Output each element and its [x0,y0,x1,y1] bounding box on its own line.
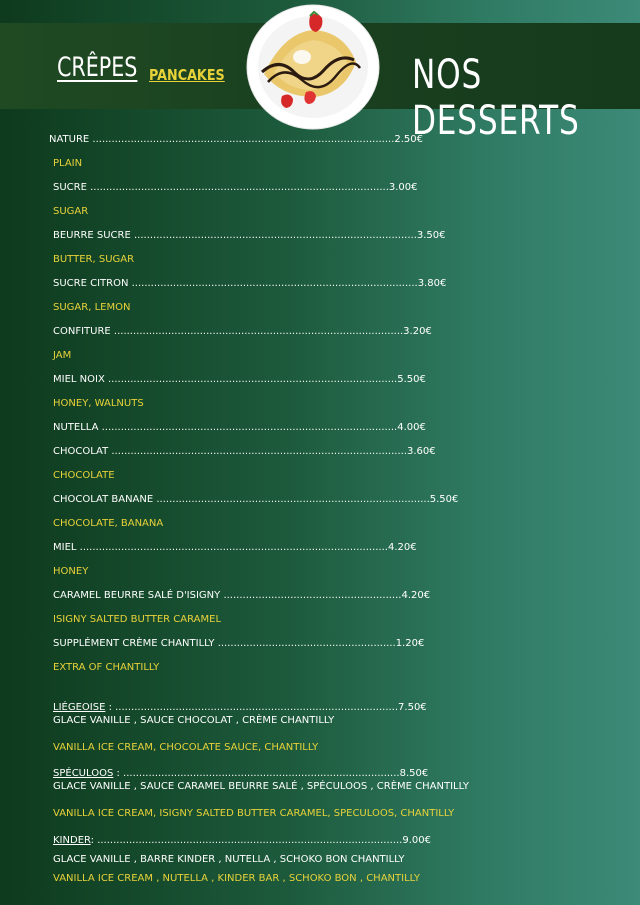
menu-item-caramel: CARAMEL BEURRE SALÉ D'ISIGNY ........................................................4.20€ [53,590,431,601]
menu-item-miel-noix: MIEL NOIX ...........................................................................................5.50€ [53,374,426,385]
menu-item-supplement-chantilly: SUPPLÉMENT CRÈME CHANTILLY ........................................................1.20€ [53,638,425,649]
menu-item-nutella: NUTELLA .............................................................................................4.00€ [53,422,426,433]
special-speculoos [53,768,428,779]
menu-item-extra-chantilly: EXTRA OF CHANTILLY [53,662,160,673]
menu-item-butter-sugar: BUTTER, SUGAR [53,254,135,265]
menu-item-chocolat-banane: CHOCOLAT BANANE ......................................................................................5.50€ [53,494,459,505]
menu-item-honey-walnuts: HONEY, WALNUTS [53,398,144,409]
special-liegeoise-en: VANILLA ICE CREAM, CHOCOLATE SAUCE, CHANTILLY [53,742,319,753]
special-kinder [53,835,431,846]
menu-item-nature: NATURE ...............................................................................................2.50€ [49,134,424,145]
menu-item-chocolate-banana: CHOCOLATE, BANANA [53,518,164,529]
special-liegeoise-name: LIÉGEOISE [53,702,106,713]
special-speculoos-price: : .......................................................................................8.50€ [113,768,429,779]
menu-item-jam: JAM [53,350,72,361]
title-pancakes: PANCAKES [149,66,225,84]
special-liegeoise-desc: GLACE VANILLE , SAUCE CHOCOLAT , CRÈME CHANTILLY [53,715,335,726]
menu-item-salted-caramel: ISIGNY SALTED BUTTER CARAMEL [53,614,222,625]
menu-item-chocolat: CHOCOLAT .............................................................................................3.60€ [53,446,436,457]
menu-item-beurre-sucre: BEURRE SUCRE .........................................................................................3.50€ [53,230,446,241]
menu-item-sugar-lemon: SUGAR, LEMON [53,302,131,313]
special-liegeoise [53,702,427,713]
menu-item-sugar: SUGAR [53,206,89,217]
menu-item-sucre-citron: SUCRE CITRON ..........................................................................................3.80€ [53,278,447,289]
menu-item-chocolate: CHOCOLATE [53,470,115,481]
special-speculoos-en: VANILLA ICE CREAM, ISIGNY SALTED BUTTER CARAMEL, SPECULOOS, CHANTILLY [53,808,455,819]
title-crepes: CRÊPES [57,52,138,83]
special-speculoos-name: SPÉCULOOS [53,768,114,779]
menu-item-plain: PLAIN [53,158,83,169]
menu-item-honey: HONEY [53,566,89,577]
special-kinder-name: KINDER [53,835,91,846]
menu-item-confiture: CONFITURE ...........................................................................................3.20€ [53,326,432,337]
special-speculoos-desc: GLACE VANILLE , SAUCE CARAMEL BEURRE SALÉ , SPÉCULOOS , CRÈME CHANTILLY [53,781,469,792]
special-kinder-en: VANILLA ICE CREAM , NUTELLA , KINDER BAR , SCHOKO BON , CHANTILLY [53,873,420,884]
special-kinder-desc: GLACE VANILLE , BARRE KINDER , NUTELLA , SCHOKO BON CHANTILLY [53,854,405,865]
title-nos-desserts: NOS DESSERTS [412,52,580,144]
menu-item-miel: MIEL .................................................................................................4.20€ [53,542,417,553]
menu-item-sucre: SUCRE ..............................................................................................3.00€ [53,182,418,193]
special-kinder-price: : ................................................................................................9.00€ [90,835,431,846]
special-liegeoise-price: : .........................................................................................7.50€ [105,702,427,713]
